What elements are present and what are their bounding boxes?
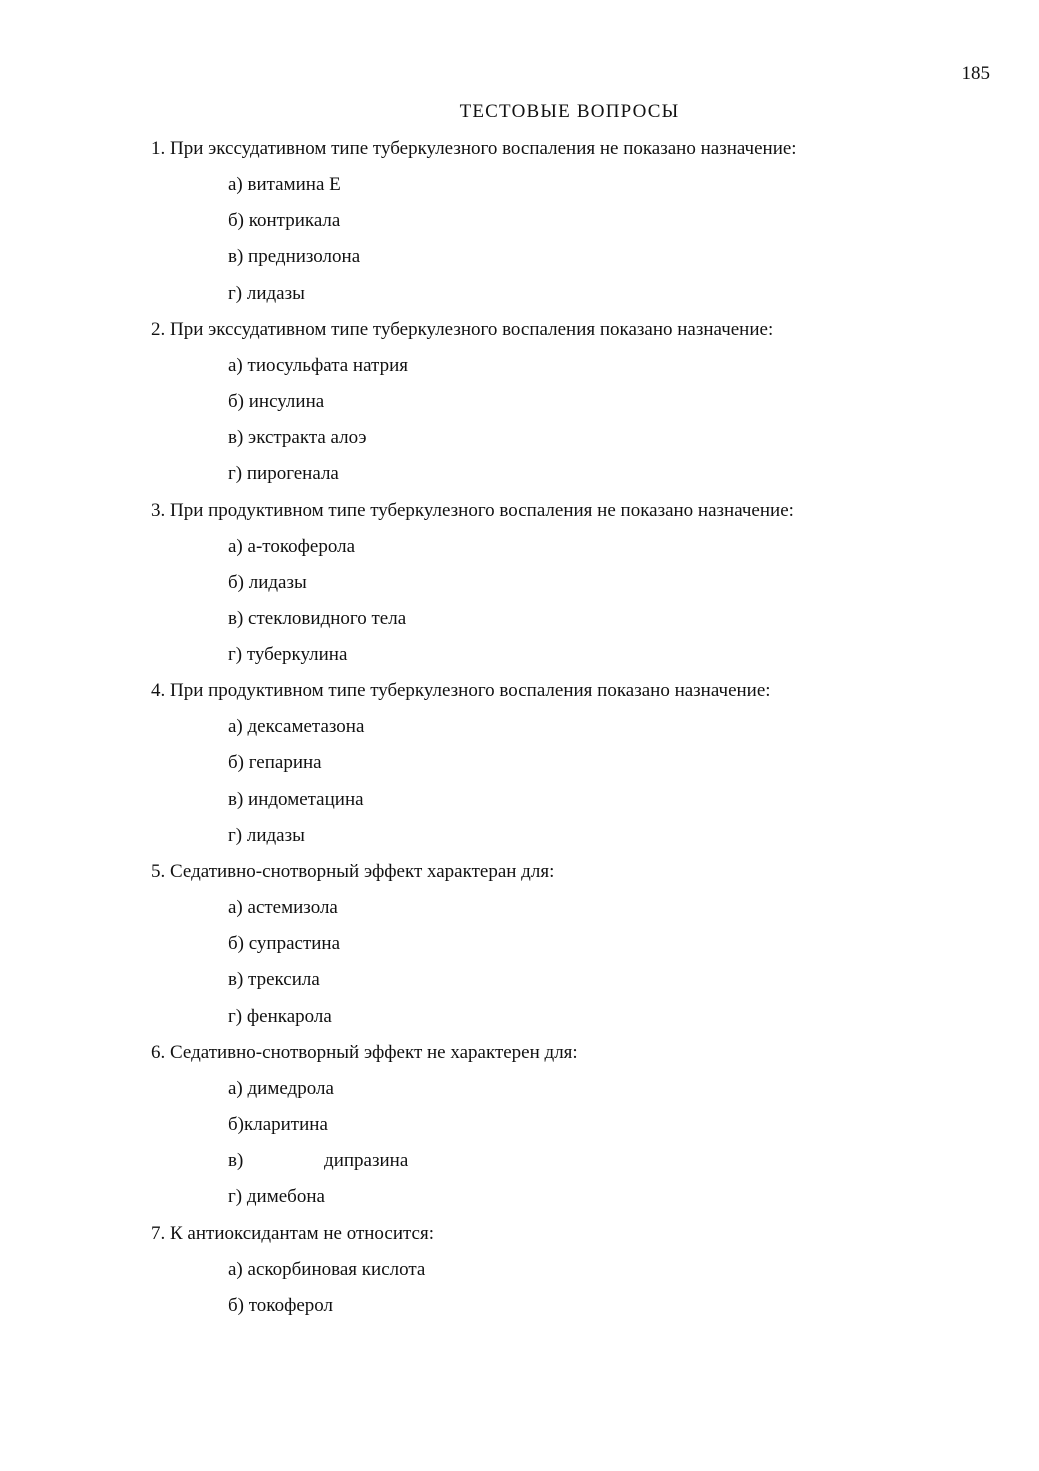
answer-option: в) трексила: [228, 969, 320, 991]
answer-option: б) гепарина: [228, 752, 322, 774]
answer-option: б) токоферол: [228, 1294, 334, 1316]
question-stem: 4. При продуктивном типе туберкулезного воспаления показано назначение:: [151, 680, 771, 702]
question-list: [151, 136, 951, 1329]
page-title: ТЕСТОВЫЕ ВОПРОСЫ: [459, 101, 680, 122]
question-4: [151, 678, 951, 849]
question-3: [151, 498, 951, 669]
answer-option: а) витамина Е: [228, 174, 341, 195]
answer-option: г) лидазы: [228, 282, 305, 304]
answer-option: г) лидазы: [228, 824, 305, 846]
answer-options: [151, 1076, 951, 1211]
answer-option: а) димедрола: [228, 1077, 334, 1099]
answer-option: в) преднизолона: [228, 246, 361, 268]
answer-options: [151, 1257, 951, 1319]
answer-option: б)кларитина: [228, 1113, 328, 1135]
answer-options: [151, 353, 951, 488]
answer-option: б) лидазы: [228, 571, 307, 593]
answer-option: а) тиосульфата натрия: [228, 354, 408, 376]
question-5: [151, 859, 951, 1030]
answer-option: в) экстракта алоэ: [228, 427, 367, 449]
question-stem: 1. При экссудативном типе туберкулезного воспаления не показано назначение:: [151, 138, 797, 159]
page-number: 185: [961, 63, 990, 84]
answer-option: г) димебона: [228, 1186, 325, 1208]
answer-option: а) астемизола: [228, 897, 338, 918]
answer-option: а) дексаметазона: [228, 716, 365, 738]
answer-option: в) дипразина: [228, 1150, 409, 1172]
answer-option: б) инсулина: [228, 390, 325, 412]
question-stem: 3. При продуктивном типе туберкулезного воспаления не показано назначение:: [151, 499, 794, 521]
question-7: [151, 1221, 951, 1319]
answer-option: б) супрастина: [228, 933, 341, 955]
answer-option: а) аскорбиновая кислота: [228, 1258, 426, 1280]
answer-option: б) контрикала: [228, 210, 341, 232]
question-stem: 6. Седативно-снотворный эффект не характерен для:: [151, 1041, 578, 1063]
question-1: [151, 136, 951, 307]
answer-options: [151, 172, 951, 307]
question-stem: 7. К антиоксидантам не относится:: [151, 1222, 434, 1244]
answer-options: [151, 895, 951, 1030]
answer-option: в) стекловидного тела: [228, 607, 407, 629]
question-6: [151, 1040, 951, 1211]
answer-option: г) фенкарола: [228, 1005, 332, 1027]
question-2: [151, 317, 951, 488]
answer-options: [151, 534, 951, 669]
answer-options: [151, 714, 951, 849]
answer-option: г) пирогенала: [228, 463, 339, 485]
answer-option: а) a-токоферола: [228, 535, 355, 557]
question-stem: 5. Седативно-снотворный эффект характеран для:: [151, 861, 555, 882]
answer-option: г) туберкулина: [228, 644, 348, 666]
answer-option: в) индометацина: [228, 788, 364, 810]
question-stem: 2. При экссудативном типе туберкулезного воспаления показано назначение:: [151, 318, 774, 340]
